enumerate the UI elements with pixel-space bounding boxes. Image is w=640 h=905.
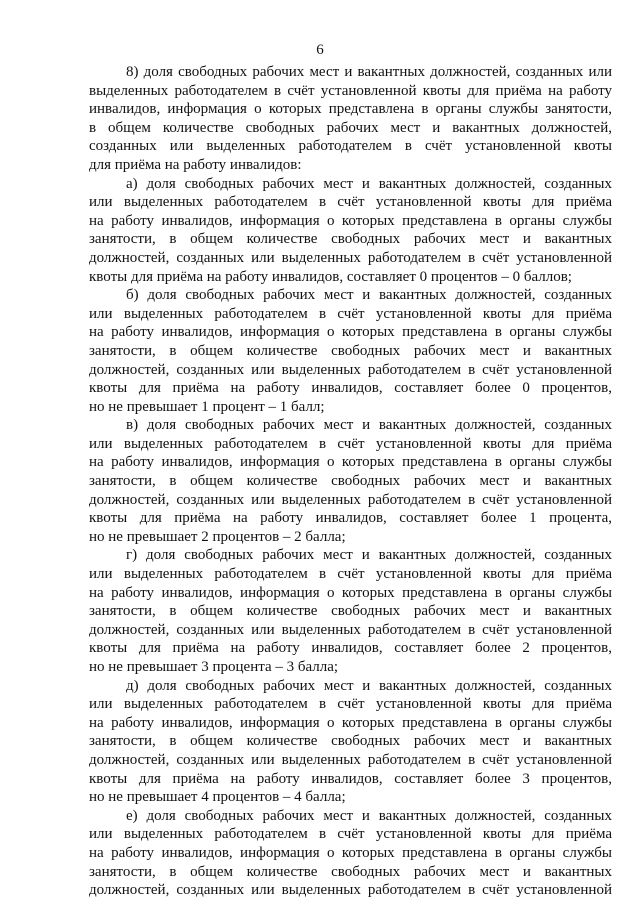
text-line: должностей, созданных или выделенных работодателем в счёт установленной	[89, 249, 612, 266]
text-line: но не превышает 1 процент – 1 балл;	[89, 398, 325, 415]
text-line: занятости, в общем количестве свободных рабочих мест и вакантных	[89, 863, 612, 880]
text-line: на работу инвалидов, информация о которых представлена в органы службы	[89, 454, 612, 471]
text-line: на работу инвалидов, информация о которых представлена в органы службы	[89, 714, 612, 731]
text-line: для приёма на работу инвалидов:	[89, 156, 302, 173]
text-line: в общем количестве свободных рабочих мест и вакантных должностей,	[89, 119, 612, 136]
text-line: занятости, в общем количестве свободных рабочих мест и вакантных	[89, 231, 612, 248]
text-line: но не превышает 2 процентов – 2 балла;	[89, 528, 346, 545]
text-line: в) доля свободных рабочих мест и вакантных должностей, созданных	[126, 417, 612, 434]
page-number: 6	[316, 42, 324, 58]
paragraph-subitem-g	[89, 546, 612, 676]
text-line: занятости, в общем количестве свободных рабочих мест и вакантных	[89, 733, 612, 750]
text-line: или выделенных работодателем в счёт установленной квоты для приёма	[89, 435, 612, 452]
text-line: или выделенных работодателем в счёт установленной квоты для приёма	[89, 696, 612, 713]
text-line: должностей, созданных или выделенных работодателем в счёт установленной	[89, 361, 612, 378]
text-line: или выделенных работодателем в счёт установленной квоты для приёма	[89, 305, 612, 322]
text-line: на работу инвалидов, информация о которых представлена в органы службы	[89, 212, 612, 229]
text-line: инвалидов, информация о которых представлена в органы службы занятости,	[89, 101, 612, 118]
text-line: но не превышает 3 процента – 3 балла;	[89, 659, 339, 675]
text-line: квоты для приёма на работу инвалидов, составляет более 3 процентов,	[89, 770, 612, 787]
text-line: или выделенных работодателем в счёт установленной квоты для приёма	[89, 566, 612, 583]
paragraph-subitem-d	[89, 677, 612, 807]
text-line: должностей, созданных или выделенных работодателем в счёт установленной	[89, 751, 612, 768]
text-line: е) доля свободных рабочих мест и вакантных должностей, созданных	[126, 807, 612, 824]
paragraph-subitem-e	[89, 807, 612, 900]
text-line: должностей, созданных или выделенных работодателем в счёт установленной	[89, 491, 612, 508]
document-body	[89, 63, 612, 900]
text-line: или выделенных работодателем в счёт установленной квоты для приёма	[89, 826, 612, 843]
text-line: созданных или выделенных работодателем в счёт установленной квоты	[89, 138, 612, 155]
paragraph-subitem-v	[89, 416, 612, 546]
text-line: квоты для приёма на работу инвалидов, составляет 0 процентов – 0 баллов;	[89, 268, 572, 285]
text-line: а) доля свободных рабочих мест и вакантных должностей, созданных	[126, 175, 612, 192]
text-line: должностей, созданных или выделенных работодателем в счёт установленной	[89, 621, 612, 638]
text-line: но не превышает 4 процентов – 4 балла;	[89, 789, 346, 806]
text-line: выделенных работодателем в счёт установленной квоты для приёма на работу	[89, 82, 612, 99]
text-line: на работу инвалидов, информация о которых представлена в органы службы	[89, 584, 612, 601]
text-line: квоты для приёма на работу инвалидов, составляет более 2 процентов,	[89, 640, 612, 657]
text-line: должностей, созданных или выделенных работодателем в счёт установленной	[89, 882, 612, 899]
paragraph-item-8	[89, 63, 612, 175]
text-line: г) доля свободных рабочих мест и вакантных должностей, созданных	[126, 547, 612, 564]
text-line: квоты для приёма на работу инвалидов, составляет более 0 процентов,	[89, 380, 612, 397]
text-line: занятости, в общем количестве свободных рабочих мест и вакантных	[89, 473, 612, 490]
text-line: квоты для приёма на работу инвалидов, составляет более 1 процента,	[89, 510, 612, 527]
text-line: на работу инвалидов, информация о которых представлена в органы службы	[89, 324, 612, 341]
text-line: или выделенных работодателем в счёт установленной квоты для приёма	[89, 194, 612, 211]
text-line: занятости, в общем количестве свободных рабочих мест и вакантных	[89, 603, 612, 620]
text-line: д) доля свободных рабочих мест и вакантных должностей, созданных	[126, 677, 612, 694]
paragraph-subitem-b	[89, 286, 612, 416]
text-line: на работу инвалидов, информация о которых представлена в органы службы	[89, 844, 612, 861]
text-line: 8) доля свободных рабочих мест и вакантных должностей, созданных или	[126, 64, 612, 80]
paragraph-subitem-a	[89, 175, 612, 287]
text-line: занятости, в общем количестве свободных рабочих мест и вакантных	[89, 342, 612, 359]
text-line: б) доля свободных рабочих мест и вакантных должностей, созданных	[126, 287, 612, 304]
